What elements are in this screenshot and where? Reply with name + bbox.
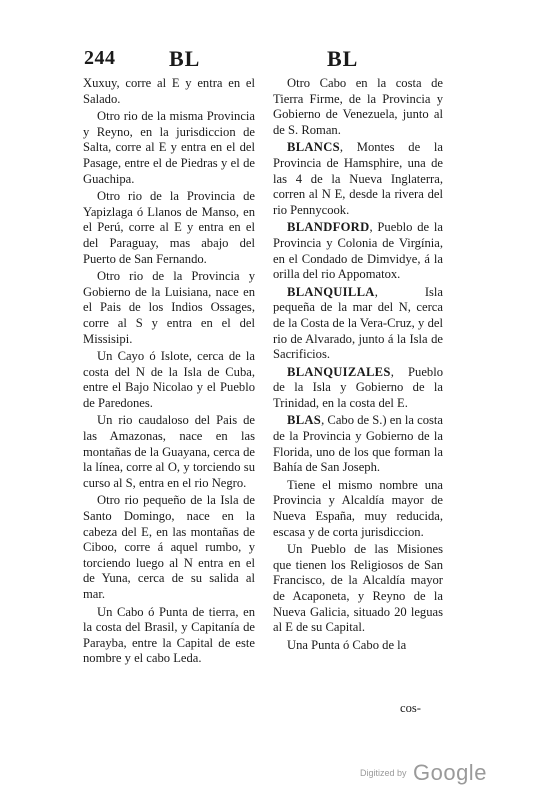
dictionary-entry [273, 220, 443, 282]
page-number: 244 [84, 47, 116, 69]
entry-text: Un Pueblo de las Misiones que tienen los Religiosos de San Francisco, de la Alcaldía mayor de Acaponeta, y Reyno de la Nueva Galicia, situado 20 leguas al E de su Capital. [273, 542, 443, 635]
entry-paragraph: Otro rio de la misma Provincia y Reyno, en la jurisdiccion de Salta, corre al E y entra en el del Pasage, entre el de Piedras y el de Guachipa. [83, 109, 255, 186]
entry-paragraph [273, 478, 443, 540]
running-head-left: BL [169, 46, 201, 71]
entry-text: , Isla pequeña de la mar del N, cerca de la Costa de la Vera-Cruz, y del rio de Alvarado, junto á la Isla de Sacrificios. [273, 284, 443, 362]
entry-paragraph: Otro rio de la Provincia de Yapizlaga ó Llanos de Manso, en el Perú, corre al E y entra en el del Paraguay, mas abajo del Puerto de San Fernando. [83, 189, 255, 266]
entry-text: , Montes de la Provincia de Hamsphire, una de las 4 de la Nueva Inglaterra, corren al N E, desde la rivera del rio Pennycook. [273, 140, 443, 217]
entry-text: , Pueblo de la Isla y Gobierno de la Trinidad, en la costa del E. [273, 364, 443, 410]
entry-headword: BLANDFORD [287, 220, 370, 235]
catchword: cos- [400, 701, 421, 715]
digitization-watermark [360, 760, 487, 786]
entry-paragraph [273, 542, 443, 636]
dictionary-entry [273, 285, 443, 363]
entry-paragraph: Otro rio de la Provincia y Gobierno de la Luisiana, nace en el Pais de los Indios Ossages, corre al S y entra en el del Missisipi. [83, 269, 255, 346]
left-column [83, 76, 255, 669]
entry-text: , Cabo de S.) en la costa de la Provincia y Gobierno de la Florida, uno de los que forman la Bahía de San Joseph. [273, 413, 443, 475]
google-logo-text: Google [412, 760, 487, 785]
entry-paragraph: Un Cayo ó Islote, cerca de la costa del N de la Isla de Cuba, entre el Bajo Nicolao y el Pueblo de Paredones. [83, 349, 255, 410]
entry-headword: BLANQUIZALES [287, 364, 391, 379]
entry-paragraph: Un rio caudaloso del Pais de las Amazonas, nace en las montañas de la Guayana, cerca de la línea, corre al O, y torciendo su curso al S, entra en el rio Negro. [83, 413, 255, 490]
entry-text: , Pueblo de la Provincia y Colonia de Virgínia, en el Condado de Dimvidye, á la orilla del rio Appomatox. [273, 220, 443, 282]
entry-paragraph: Otro rio pequeño de la Isla de Santo Domingo, nace en la cabeza del E, en las montañas de Ciboo, corre á aquel rumbo, y torciendo luego al N entra en el de Yuna, cerca de su salida al mar. [83, 493, 255, 601]
entry-text: Otro Cabo en la costa de Tierra Firme, de la Provincia y Gobierno de Venezuela, junto al de S. Roman. [273, 76, 443, 137]
entry-headword: BLANQUILLA [287, 284, 375, 299]
entry-text: Tiene el mismo nombre una Provincia y Alcaldía mayor de Nueva España, muy reducida, escasa y de corta jurisdiccion. [273, 477, 443, 539]
dictionary-entry [273, 365, 443, 412]
dictionary-entry [273, 140, 443, 218]
entry-headword: BLAS [287, 413, 322, 428]
entry-paragraph [273, 638, 443, 654]
entry-paragraph [273, 76, 443, 138]
right-column [273, 76, 443, 655]
watermark-prefix: Digitized by [360, 768, 407, 778]
dictionary-entry [273, 413, 443, 475]
running-head-right: BL [327, 46, 359, 71]
entry-paragraph: Un Cabo ó Punta de tierra, en la costa del Brasil, y Capitanía de Parayba, entre la Capital de este nombre y el cabo Leda. [83, 604, 255, 666]
entry-paragraph: Xuxuy, corre al E y entra en el Salado. [83, 76, 255, 106]
entry-text: Una Punta ó Cabo de la [287, 637, 407, 652]
entry-headword: BLANCS [287, 140, 340, 155]
